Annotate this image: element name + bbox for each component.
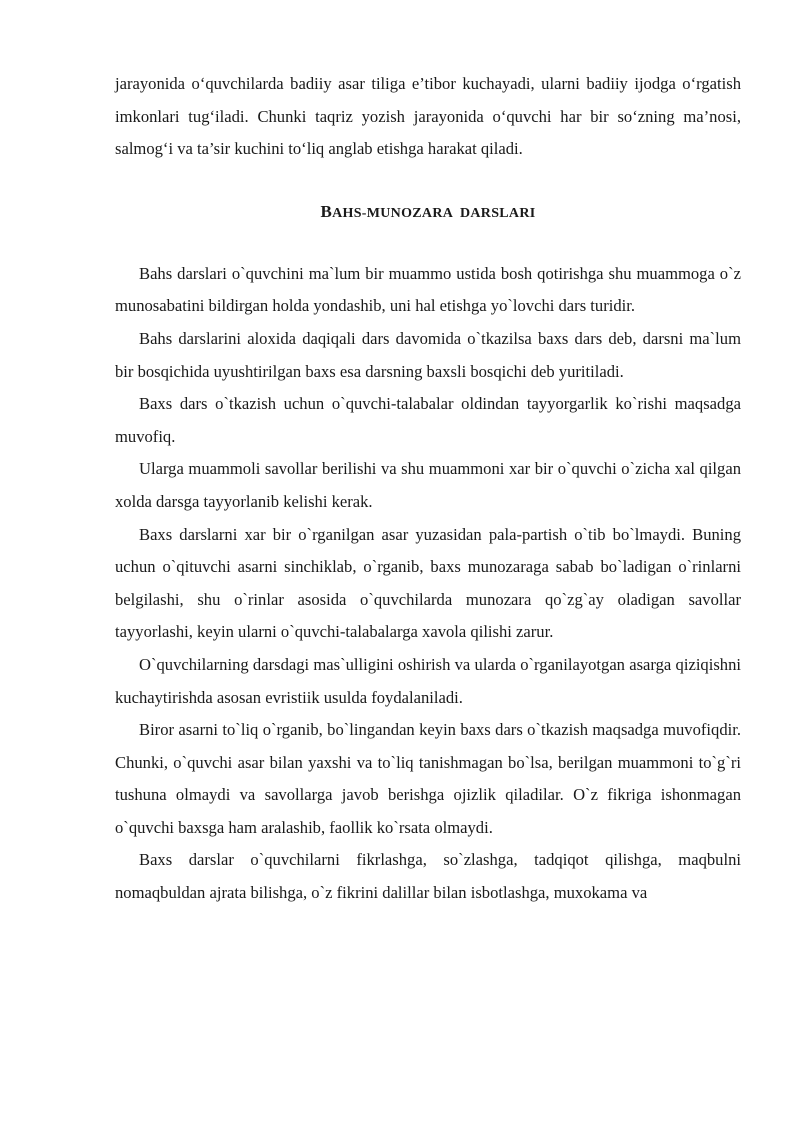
- paragraph-1: Bahs darslari o`quvchini ma`lum bir muammo ustida bosh qotirishga shu muammoga o`z munosabatini bildirgan holda yondashib, uni hal etishga yo`lovchi dars turidir.: [115, 263, 741, 316]
- heading-rest: AHS-MUNOZARA DARSLARI: [332, 205, 536, 221]
- paragraph-8: Baxs darslar o`quvchilarni fikrlashga, so`zlashga, tadqiqot qilishga, maqbulni nomaqbuldan ajrata bilishga, o`z fikrini dalillar bilan isbotlashga, muxokama va: [115, 850, 741, 903]
- heading-first-letter: B: [320, 201, 333, 221]
- paragraph-4: Ularga muammoli savollar berilishi va shu muammoni xar bir o`quvchi o`zicha xal qilgan xolda darsga tayyorlanib kelishi kerak.: [115, 459, 741, 511]
- paragraph-7: Biror asarni to`liq o`rganib, bo`lingandan keyin baxs dars o`tkazish maqsadga muvofiqdir. Chunki, o`quvchi asar bilan yaxshi va to`liq tanishmagan bo`lsa, berilgan muammoni to`g`ri tushuna olmaydi va savollarga javob berishga ojizlik qiladilar. O`z fikriga ishonmagan o`quvchi baxsga ham aralashib, faollik ko`rsata olmaydi.: [115, 720, 741, 837]
- paragraph-2: Bahs darslarini aloxida daqiqali dars davomida o`tkazilsa baxs dars deb, darsni ma`lum bir bosqichida uyushtirilgan baxs esa darsning baxsli bosqichi deb yuritiladi.: [115, 328, 741, 381]
- section-heading: [115, 202, 741, 224]
- paragraph-6: O`quvchilarning darsdagi mas`ulligini oshirish va ularda o`rganilayotgan asarga qiziqishni kuchaytirishda asosan evristiik usulda foydalaniladi.: [115, 654, 741, 707]
- paragraph-5: Baxs darslarni xar bir o`rganilgan asar yuzasidan pala-partish o`tib bo`lmaydi. Buning uchun o`qituvchi asarni sinchiklab, o`rganib, baxs munozaraga sabab bo`ladigan o`rinlarni belgilashi, shu o`rinlar asosida o`quvchilarda munozara qo`zg`ay oladigan savollar tayyorlashi, keyin ularni o`quvchi-talabalarga xavola qilishi zarur.: [115, 524, 741, 642]
- document-page: [115, 68, 741, 910]
- paragraph-3: Baxs dars o`tkazish uchun o`quvchi-talabalar oldindan tayyorgarlik ko`rishi maqsadga muvofiq.: [115, 394, 741, 446]
- intro-paragraph: jarayonida o‘quvchilarda badiiy asar tiliga e’tibor kuchayadi, ularni badiiy ijodga o‘rgatish imkonlari tug‘iladi. Chunki taqriz yozish jarayonida o‘quvchi har bir so‘zning ma’nosi, salmog‘i va ta’sir kuchini to‘liq anglab etishga harakat qiladi.: [115, 74, 741, 159]
